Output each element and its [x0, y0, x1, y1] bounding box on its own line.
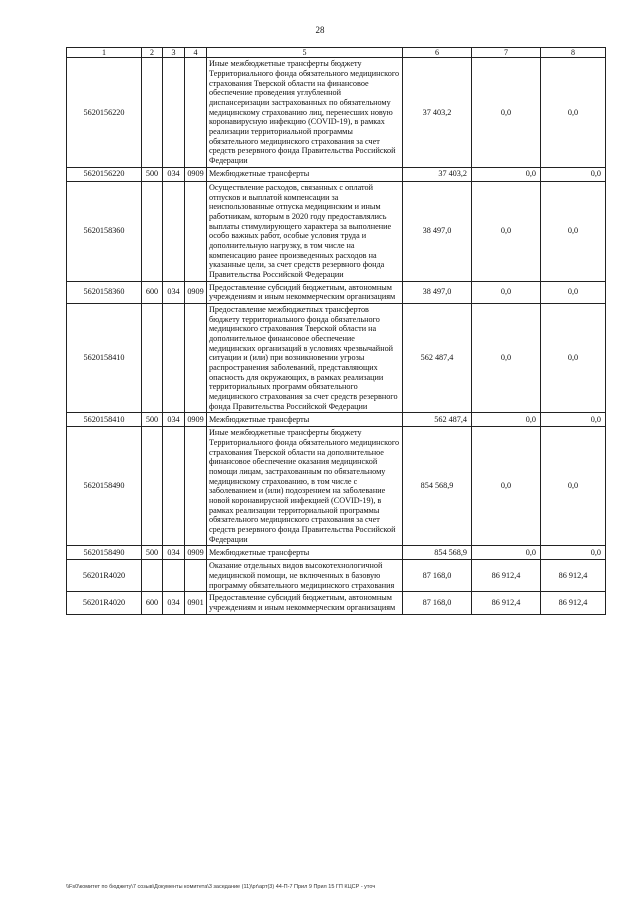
column-header: 3: [163, 48, 185, 58]
ministry-code-cell: [163, 181, 185, 281]
table-row: [67, 181, 606, 281]
amount-col8-cell: 0,0: [541, 427, 606, 546]
table-row: [67, 592, 606, 614]
amount-col8-cell: 0,0: [541, 303, 606, 412]
section-code-cell: 0901: [185, 592, 207, 614]
ministry-code-cell: 034: [163, 546, 185, 560]
amount-col6-cell: 37 403,2: [403, 58, 472, 167]
table-row: [67, 560, 606, 592]
target-code-cell: 5620158360: [67, 181, 142, 281]
amount-col6-cell: 854 568,9: [403, 546, 472, 560]
amount-col8-cell: 0,0: [541, 281, 606, 303]
amount-col6-cell: 87 168,0: [403, 560, 472, 592]
column-header: 4: [185, 48, 207, 58]
section-code-cell: 0909: [185, 546, 207, 560]
expense-type-cell: 600: [142, 281, 163, 303]
ministry-code-cell: 034: [163, 281, 185, 303]
amount-col8-cell: 86 912,4: [541, 592, 606, 614]
target-code-cell: 5620158490: [67, 546, 142, 560]
description-cell: Осуществление расходов, связанных с оплатой отпусков и выплатой компенсации за неиспользованные отпуска медицинским и иным работникам, которым в 2020 году предоставлялись выплаты стимулирующего характера за выполнение особо важных работ, особые условия труда и дополнительную нагрузку, в том числе на компенсацию ранее произведенных расходов на указанные цели, за счет средств резервного фонда Правительства Российской Федерации: [207, 181, 403, 281]
expense-type-cell: 500: [142, 546, 163, 560]
table-row: [67, 281, 606, 303]
ministry-code-cell: 034: [163, 592, 185, 614]
amount-col7-cell: 0,0: [472, 281, 541, 303]
description-cell: Иные межбюджетные трансферты бюджету Территориального фонда обязательного медицинского страхования Тверской области на дополнительное финансовое обеспечение оказания медицинской помощи лицам, застрахованным по обязательному медицинскому страхованию, в том числе с заболеванием и (или) подозрением на заболевание новой коронавирусной инфекцией (COVID-19), в рамках реализации территориальной программы обязательного медицинского страхования за счет средств резервного фонда Правительства Российской Федерации: [207, 427, 403, 546]
section-code-cell: [185, 181, 207, 281]
section-code-cell: [185, 58, 207, 167]
description-cell: Предоставление субсидий бюджетным, автономным учреждениям и иным некоммерческим организациям: [207, 592, 403, 614]
column-header: 1: [67, 48, 142, 58]
amount-col8-cell: 0,0: [541, 413, 606, 427]
table-row: [67, 546, 606, 560]
section-code-cell: [185, 427, 207, 546]
expense-type-cell: [142, 58, 163, 167]
amount-col8-cell: 0,0: [541, 167, 606, 181]
ministry-code-cell: [163, 560, 185, 592]
expense-type-cell: [142, 181, 163, 281]
column-header: 7: [472, 48, 541, 58]
amount-col7-cell: 0,0: [472, 546, 541, 560]
table-row: [67, 167, 606, 181]
amount-col6-cell: 38 497,0: [403, 281, 472, 303]
amount-col6-cell: 37 403,2: [403, 167, 472, 181]
page-number: 28: [315, 25, 325, 35]
section-code-cell: 0909: [185, 167, 207, 181]
amount-col7-cell: 86 912,4: [472, 560, 541, 592]
description-cell: Предоставление субсидий бюджетным, автономным учреждениям и иным некоммерческим организациям: [207, 281, 403, 303]
ministry-code-cell: [163, 427, 185, 546]
amount-col8-cell: 0,0: [541, 58, 606, 167]
table-row: [67, 58, 606, 167]
amount-col6-cell: 854 568,9: [403, 427, 472, 546]
expense-type-cell: [142, 560, 163, 592]
table-row: [67, 413, 606, 427]
column-header: 2: [142, 48, 163, 58]
target-code-cell: 5620158410: [67, 413, 142, 427]
target-code-cell: 5620156220: [67, 167, 142, 181]
amount-col6-cell: 562 487,4: [403, 413, 472, 427]
expense-type-cell: 600: [142, 592, 163, 614]
section-code-cell: [185, 560, 207, 592]
expense-type-cell: [142, 427, 163, 546]
amount-col7-cell: 0,0: [472, 427, 541, 546]
ministry-code-cell: [163, 303, 185, 412]
section-code-cell: 0909: [185, 281, 207, 303]
column-header: 8: [541, 48, 606, 58]
column-header: 6: [403, 48, 472, 58]
target-code-cell: 5620156220: [67, 58, 142, 167]
amount-col7-cell: 0,0: [472, 303, 541, 412]
amount-col7-cell: 0,0: [472, 167, 541, 181]
expense-type-cell: [142, 303, 163, 412]
amount-col7-cell: 0,0: [472, 181, 541, 281]
expense-type-cell: 500: [142, 167, 163, 181]
table-header-row: [67, 48, 606, 58]
amount-col7-cell: 0,0: [472, 58, 541, 167]
footer-file-path: \\Fs0\комитет по бюджету\7 созыв\Документы комитета\3 заседание (11)\pr\арт(3) 44-П-7 Прил 9 Прил 15 ГП КЦСР - уточ: [66, 884, 376, 890]
table-row: [67, 427, 606, 546]
description-cell: Межбюджетные трансферты: [207, 413, 403, 427]
amount-col6-cell: 562 487,4: [403, 303, 472, 412]
section-code-cell: [185, 303, 207, 412]
section-code-cell: 0909: [185, 413, 207, 427]
target-code-cell: 5620158490: [67, 427, 142, 546]
target-code-cell: 56201R4020: [67, 560, 142, 592]
description-cell: Иные межбюджетные трансферты бюджету Территориального фонда обязательного медицинского страхования Тверской области на финансовое обеспечение проведения углубленной диспансеризации застрахованных по обязательному медицинскому страхованию лиц, перенесших новую коронавирусную инфекцию (COVID-19), в рамках реализации территориальной программы обязательного медицинского страхования за счет средств резервного фонда Правительства Российской Федерации: [207, 58, 403, 167]
amount-col7-cell: 0,0: [472, 413, 541, 427]
ministry-code-cell: [163, 58, 185, 167]
description-cell: Оказание отдельных видов высокотехнологичной медицинской помощи, не включенных в базовую программу обязательного медицинского страхования: [207, 560, 403, 592]
expense-type-cell: 500: [142, 413, 163, 427]
budget-table: [66, 47, 606, 615]
target-code-cell: 5620158410: [67, 303, 142, 412]
amount-col7-cell: 86 912,4: [472, 592, 541, 614]
description-cell: Межбюджетные трансферты: [207, 167, 403, 181]
table-body: [67, 58, 606, 614]
ministry-code-cell: 034: [163, 413, 185, 427]
amount-col6-cell: 87 168,0: [403, 592, 472, 614]
target-code-cell: 5620158360: [67, 281, 142, 303]
description-cell: Предоставление межбюджетных трансфертов бюджету территориального фонда обязательного медицинского страхования Тверской области на дополнительное финансовое обеспечение медицинских организаций в условиях чрезвычайной ситуации и (или) при возникновении угрозы распространения заболеваний, представляющих опасность для окружающих, в рамках реализации территориальных программ обязательного медицинского страхования за счет средств резервного фонда Правительства Российской Федерации: [207, 303, 403, 412]
column-header: 5: [207, 48, 403, 58]
description-cell: Межбюджетные трансферты: [207, 546, 403, 560]
table-row: [67, 303, 606, 412]
ministry-code-cell: 034: [163, 167, 185, 181]
amount-col8-cell: 0,0: [541, 546, 606, 560]
amount-col6-cell: 38 497,0: [403, 181, 472, 281]
amount-col8-cell: 0,0: [541, 181, 606, 281]
amount-col8-cell: 86 912,4: [541, 560, 606, 592]
target-code-cell: 56201R4020: [67, 592, 142, 614]
